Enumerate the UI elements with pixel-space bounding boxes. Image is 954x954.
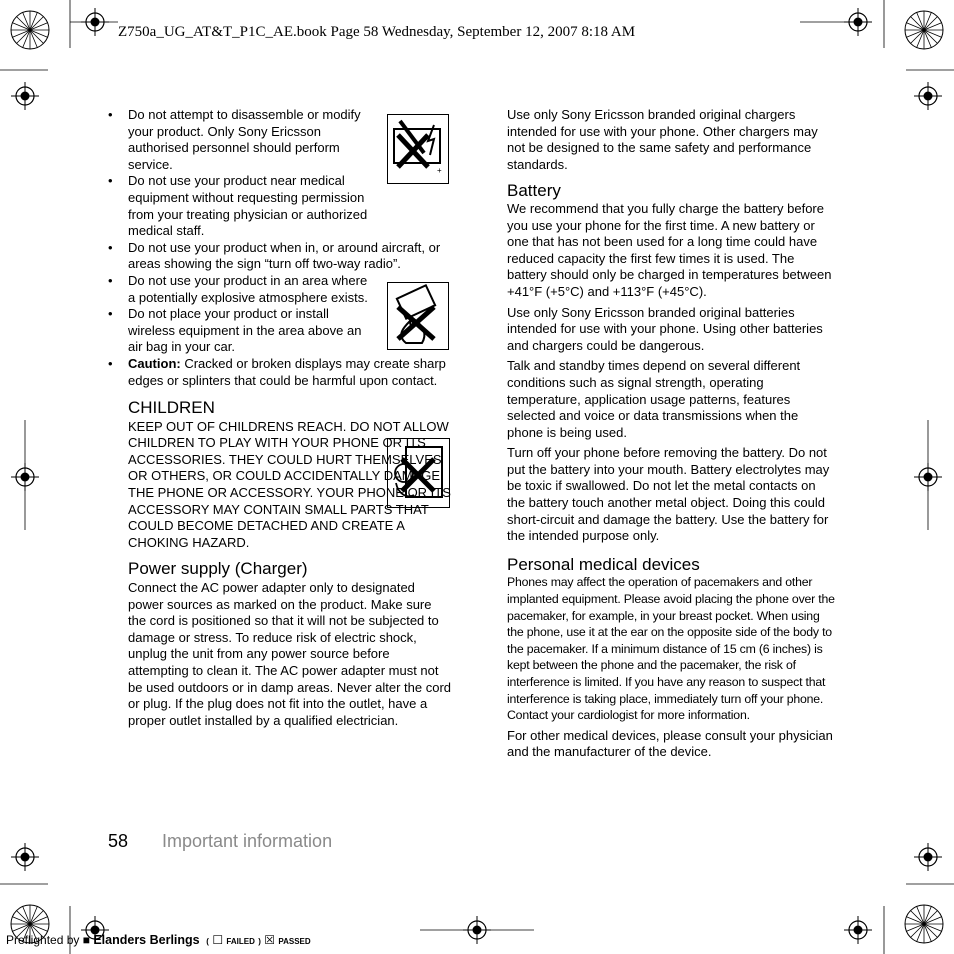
passed-checkbox-icon: ☒	[264, 933, 275, 947]
failed-checkbox-icon: ☐	[212, 933, 224, 947]
list-item: • Do not attempt to disassemble or modify your product. Only Sony Ericsson authorised personnel should perform service.	[108, 107, 368, 173]
power-supply-heading: Power supply (Charger)	[128, 559, 308, 579]
registration-mark	[11, 843, 39, 871]
list-item: • Do not use your product near medical equipment without requesting permission from your treating physician or authorized medical staff.	[108, 173, 383, 239]
battery-paragraph-1: We recommend that you fully charge the battery before you use your phone for the first time. A new battery or one that has not been used for a long time could have reduced capacity the first few times it is used. The battery should only be charged in temperatures between +41°F (+5°C) and +113°F (+45°C).	[507, 200, 832, 299]
print-slug-header: Z750a_UG_AT&T_P1C_AE.book Page 58 Wednesday, September 12, 2007 8:18 AM	[118, 24, 636, 40]
corner-star-mark-tl	[11, 11, 49, 49]
battery-paragraph-4: Turn off your phone before removing the battery. Do not put the battery into your mouth. Battery electrolytes may be toxic if swallowed. Do not let the metal contacts on the battery touch another metal object. Doing this could short-circuit and damage the battery. Use the battery for the intended purpose only.	[507, 445, 830, 544]
right-column	[507, 107, 837, 765]
chargers-paragraph: Use only Sony Ericsson branded original chargers intended for use with your phone. Other chargers may not be designed to the same safety and performance standards.	[507, 107, 818, 172]
medical-paragraph-1: Phones may affect the operation of pacemakers and other implanted equipment. Please avoid placing the phone over the pacemaker, for example, in your breast pocket. When using the phone, use it at the ear on the opposite side of the body to the pacemaker. If a minimum distance of 15 cm (6 inches) is kept between the phone and the pacemaker, the risk of interference is limited. If you have any reason to suspect that interference is taking place, immediately turn off your phone. Contact your cardiologist for more information.	[507, 575, 835, 723]
caution-item	[108, 356, 453, 389]
battery-heading: Battery	[507, 181, 561, 201]
medical-devices-heading: Personal medical devices	[507, 554, 700, 574]
corner-star-mark-br	[905, 905, 943, 943]
power-supply-text: Connect the AC power adapter only to designated power sources as marked on the product. Make sure the cord is positioned so that it will not be subjected to damage or stress. To reduce risk of electric shock, unplug the unit from any power source before attempting to clean it. The AC power adapter must not be used outdoors or in damp areas. Never alter the cord or plug. If the plug does not fit into the outlet, have a proper outlet installed by a qualified electrician.	[128, 580, 452, 728]
registration-mark	[914, 843, 942, 871]
preflight-stamp: Preflighted by ■ Elanders Berlings ( ☐ FAILED ) ☒ PASSED	[6, 933, 311, 947]
registration-mark	[844, 8, 872, 36]
failed-label: FAILED	[226, 937, 255, 946]
children-text: KEEP OUT OF CHILDRENS REACH. DO NOT ALLOW CHILDREN TO PLAY WITH YOUR PHONE OR ITS ACCESSORIES. THEY COULD HURT THEMSELVES OR OTHERS, OR COULD ACCIDENTALLY DAMAGE THE PHONE OR ACCESSORY. YOUR PHONE OR ITS ACCESSORY MAY CONTAIN SMALL PARTS THAT COULD BECOME DETACHED AND CREATE A CHOKING HAZARD.	[128, 418, 451, 550]
registration-mark	[914, 82, 942, 110]
section-title: Important information	[162, 831, 333, 851]
registration-mark	[11, 82, 39, 110]
list-item: • Do not use your product when in, or around aircraft, or areas showing the sign “turn off two-way radio”.	[108, 240, 453, 273]
left-column	[108, 107, 453, 729]
corner-star-mark-tr	[905, 11, 943, 49]
caution-label: Caution:	[128, 355, 181, 371]
list-item: • Do not use your product in an area where a potentially explosive atmosphere exists.	[108, 273, 378, 306]
preflight-company: Elanders Berlings	[93, 933, 200, 947]
battery-paragraph-2: Use only Sony Ericsson branded original batteries intended for use with your phone. Using other batteries and chargers could be dangerous.	[507, 304, 823, 353]
medical-paragraph-2: For other medical devices, please consult your physician and the manufacturer of the device.	[507, 727, 833, 760]
registration-mark	[844, 916, 872, 944]
page-number: 58	[108, 831, 129, 851]
list-item: • Do not place your product or install wireless equipment in the area above an air bag in your car.	[108, 306, 378, 356]
preflight-label: Preflighted by	[6, 933, 80, 947]
battery-paragraph-3: Talk and standby times depend on several different conditions such as signal strength, operating temperature, application usage patterns, features selected and voice or data transmissions when the phone is being used.	[507, 358, 801, 440]
elanders-logo-icon: ■	[82, 933, 90, 947]
safety-bullet-list	[108, 107, 453, 389]
passed-label: PASSED	[278, 937, 311, 946]
caution-text: Cracked or broken displays may create sharp edges or splinters that could be harmful upon contact.	[128, 355, 446, 388]
children-heading: CHILDREN	[128, 398, 215, 418]
svg-text:+: +	[437, 166, 442, 175]
